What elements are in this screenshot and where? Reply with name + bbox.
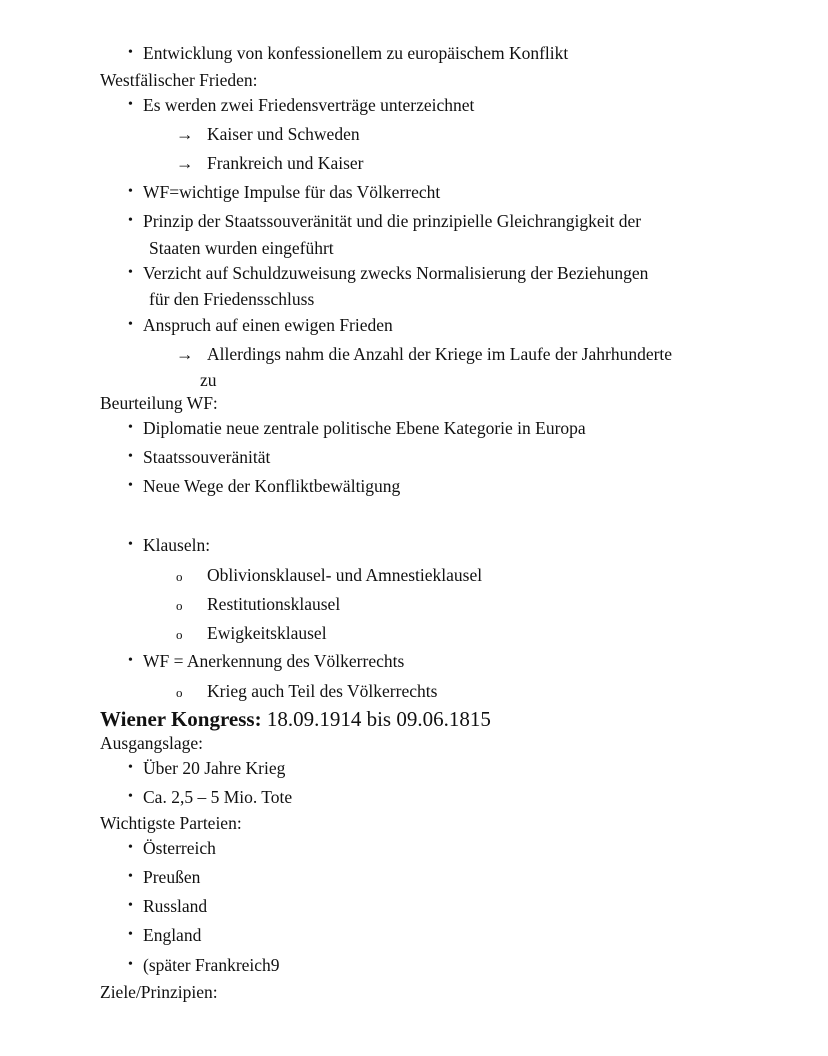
bullet-icon: • [128,537,133,552]
list-item [128,42,568,64]
bullet-icon: • [128,869,133,884]
item-text: Entwicklung von konfessionellem zu europäischem Konflikt [143,43,569,63]
item-text: (später Frankreich9 [143,955,280,975]
arrow-item [176,123,360,145]
arrow-right-icon: → [176,153,194,173]
list-item [128,650,404,672]
bullet-icon: • [128,317,133,332]
list-item [128,181,440,203]
wiener-kongress-heading [100,707,491,731]
list-item [128,757,285,779]
list-item [128,262,648,284]
bullet-icon: • [128,898,133,913]
list-item [128,475,400,497]
heading-dates: 18.09.1914 bis 09.06.1815 [266,707,491,731]
bullet-icon: • [128,927,133,942]
item-text: Diplomatie neue zentrale politische Ebene Kategorie in Europa [143,418,586,438]
item-text: Oblivionsklausel- und Amnestieklausel [207,565,483,585]
item-continuation: zu [200,370,217,390]
bullet-icon: • [128,760,133,775]
bullet-icon: • [128,97,133,112]
list-item [128,954,280,976]
item-text: Preußen [143,867,201,887]
sub-item [176,680,437,702]
item-text: Österreich [143,838,216,858]
item-text: Klauseln: [143,535,211,555]
circle-bullet-icon: o [176,598,183,613]
bullet-icon: • [128,840,133,855]
item-text: Frankreich und Kaiser [207,153,364,173]
item-text: Kaiser und Schweden [207,124,360,144]
bullet-icon: • [128,478,133,493]
sub-item [176,564,482,586]
list-item [128,837,216,859]
bullet-icon: • [128,449,133,464]
list-item [128,895,207,917]
bullet-icon: • [128,420,133,435]
bullet-icon: • [128,265,133,280]
item-text: Ca. 2,5 – 5 Mio. Tote [143,787,293,807]
item-continuation: Staaten wurden eingeführt [149,238,334,258]
bullet-icon: • [128,213,133,228]
list-item [128,210,641,232]
heading-title: Wiener Kongress: [100,707,262,731]
item-text: Anspruch auf einen ewigen Frieden [143,315,393,335]
section-heading: Westfälischer Frieden: [100,70,258,90]
item-text: Prinzip der Staatssouveränität und die prinzipielle Gleichrangigkeit der [143,211,642,231]
item-text: Neue Wege der Konfliktbewältigung [143,476,401,496]
section-heading: Beurteilung WF: [100,393,218,413]
arrow-item [176,343,672,365]
arrow-right-icon: → [176,124,194,144]
item-text: Restitutionsklausel [207,594,341,614]
circle-bullet-icon: o [176,627,183,642]
list-item [128,446,270,468]
item-text: Staatssouveränität [143,447,271,467]
list-item [128,924,201,946]
item-text: Ewigkeitsklausel [207,623,327,643]
bullet-icon: • [128,789,133,804]
item-text: Über 20 Jahre Krieg [143,758,286,778]
list-item [128,866,200,888]
list-item [128,786,292,808]
item-text: Krieg auch Teil des Völkerrechts [207,681,438,701]
item-text: Es werden zwei Friedensverträge unterzeichnet [143,95,475,115]
section-heading: Ziele/Prinzipien: [100,982,218,1002]
list-item [128,94,474,116]
item-continuation: für den Friedensschluss [149,289,315,309]
item-text: WF = Anerkennung des Völkerrechts [143,651,405,671]
section-heading: Wichtigste Parteien: [100,813,242,833]
arrow-item [176,152,363,174]
item-text: Allerdings nahm die Anzahl der Kriege im Laufe der Jahrhunderte [207,344,673,364]
sub-item [176,593,340,615]
item-text: England [143,925,202,945]
bullet-icon: • [128,45,133,60]
bullet-icon: • [128,957,133,972]
list-item [128,314,393,336]
section-heading: Ausgangslage: [100,733,204,753]
list-item [128,417,586,439]
item-text: Russland [143,896,208,916]
bullet-icon: • [128,184,133,199]
circle-bullet-icon: o [176,569,183,584]
list-item [128,534,210,556]
sub-item [176,622,327,644]
arrow-right-icon: → [176,344,194,364]
item-text: WF=wichtige Impulse für das Völkerrecht [143,182,441,202]
circle-bullet-icon: o [176,685,183,700]
item-text: Verzicht auf Schuldzuweisung zwecks Normalisierung der Beziehungen [143,263,649,283]
bullet-icon: • [128,653,133,668]
